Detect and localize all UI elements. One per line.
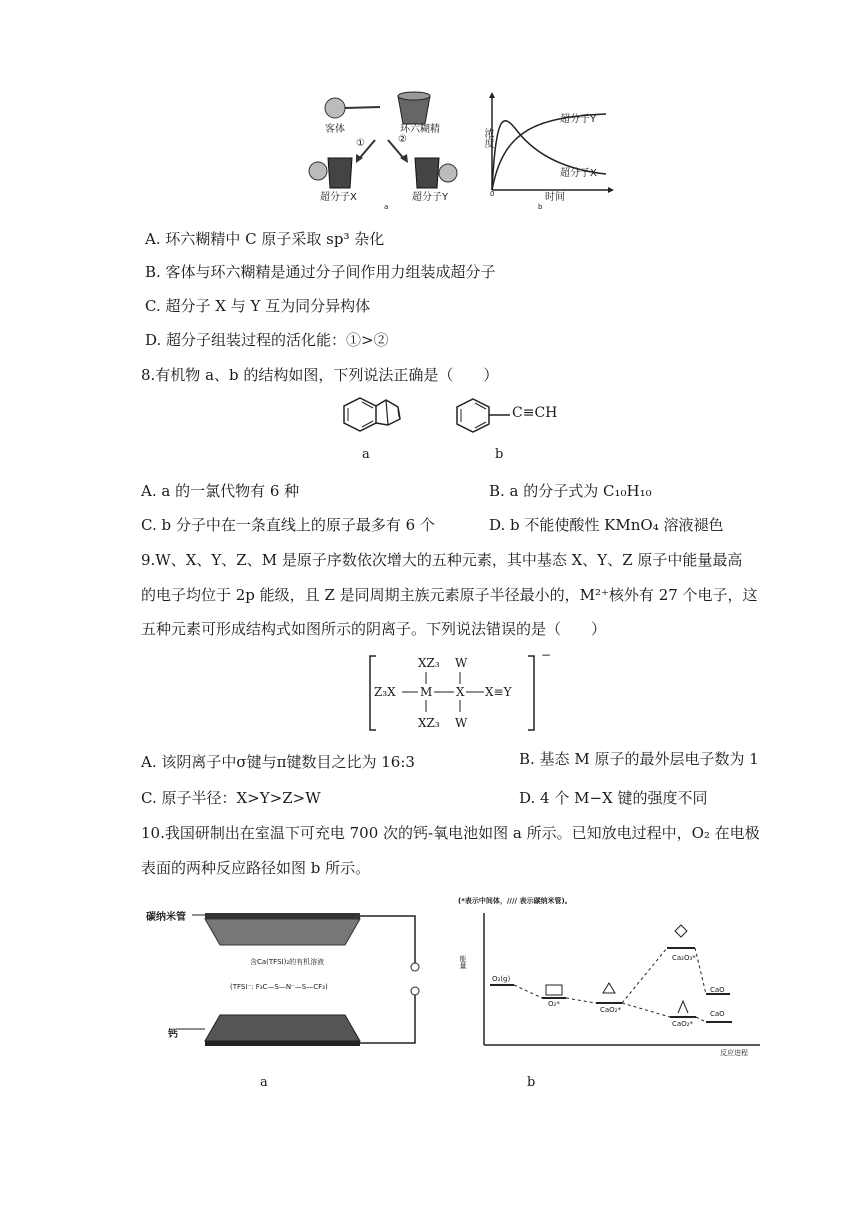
q8-option-c: C. b 分子中在一条直线上的原子最多有 6 个: [141, 516, 435, 534]
supramolecule-y: [415, 158, 439, 188]
q8-option-b: B. a 的分子式为 C₁₀H₁₀: [489, 482, 652, 500]
q8-structures: [340, 393, 600, 438]
q9-option-d: D. 4 个 M−X 键的强度不同: [519, 789, 708, 807]
plot-ylabel: 浓度: [482, 128, 493, 148]
anion-left-z3x: Z₃X: [374, 685, 396, 699]
anion-xz3-bottom: XZ₃: [418, 716, 440, 730]
plot-origin: 0: [490, 190, 495, 198]
species-o2star: O₂*: [548, 1000, 560, 1008]
host-label: 环六糊精: [400, 124, 440, 135]
guest-head: [325, 98, 345, 118]
q9-stem-line-2: 的电子均位于 2p 能级，且 Z 是同周期主族元素原子半径最小的，M²⁺核外有 27 个电子，这: [141, 586, 758, 604]
anion-charge: −: [541, 648, 552, 662]
q8-stem: 8.有机物 a、b 的结构如图，下列说法正确是（ ）: [141, 366, 499, 384]
fig-a-caption: a: [384, 203, 389, 211]
battery-diagram: [140, 905, 430, 1050]
energy-ylabel: 能量: [459, 955, 467, 969]
intermediate-icon-1: [546, 985, 562, 995]
wire-top: [360, 916, 415, 963]
q7-option-a: A. 环六糊精中 C 原子采取 sp³ 杂化: [145, 230, 385, 248]
super-y-label: 超分子Y: [412, 192, 449, 203]
q8-option-d: D. b 不能使酸性 KMnO₄ 溶液褪色: [489, 516, 724, 534]
ca-electrode: [205, 1041, 360, 1046]
cnt-label: 碳纳米管: [146, 912, 186, 923]
guest-tail: [345, 107, 380, 108]
q8-b-group: C≡CH: [512, 405, 558, 421]
concentration-plot: [478, 92, 618, 202]
electrolyte-label: 含Ca(TFSI)₂的有机溶液: [250, 958, 325, 966]
fig10-a-caption: a: [260, 1075, 268, 1090]
intermediate-icon-4: [678, 1001, 688, 1013]
molecule-a: [344, 398, 376, 431]
intermediate-icon-2: [603, 983, 615, 993]
energy-xlabel: 反应进程: [720, 1049, 748, 1057]
ca-layer: [205, 1015, 360, 1041]
supramolecule-x: [328, 158, 352, 188]
curve-y-label: 超分子Y: [560, 114, 597, 125]
q9-option-a: A. 该阴离子中σ键与π键数目之比为 16:3: [141, 753, 415, 771]
species-ca2o3: Ca₂O₃*: [672, 954, 696, 962]
anion-w-top: W: [455, 656, 468, 670]
q9-stem-line-1: 9.W、X、Y、Z、M 是原子序数依次增大的五种元素，其中基态 X、Y、Z 原子中能量最高: [141, 551, 743, 569]
q9-option-b: B. 基态 M 原子的最外层电子数为 1: [519, 750, 759, 768]
fig10-b-caption: b: [527, 1075, 536, 1090]
anion-w-bottom: W: [455, 716, 468, 730]
anion-m: M: [420, 685, 433, 699]
q7-option-b: B. 客体与环六糊精是通过分子间作用力组装成超分子: [145, 263, 496, 281]
anion-xz3-top: XZ₃: [418, 656, 440, 670]
tfsi-formula: (TFSI⁻: F₃C—S—N⁻—S—CF₃): [230, 983, 328, 991]
step1-label: ①: [356, 138, 365, 149]
energy-profile: [470, 905, 770, 1055]
guest-label: 客体: [325, 124, 345, 135]
q7-option-d: D. 超分子组装过程的活化能：①>②: [145, 331, 389, 349]
step2-label: ②: [398, 134, 407, 145]
intermediate-icon-3: [675, 925, 687, 937]
species-cao2-2: CaO₂*: [672, 1020, 693, 1028]
cnt-electrode: [205, 913, 360, 919]
ca-label: 钙: [168, 1029, 178, 1040]
cnt-layer: [205, 919, 360, 945]
wire-bottom: [360, 995, 415, 1043]
energy-legend: (*表示中间体，//// 表示碳纳米管)。: [458, 897, 572, 905]
fig-b-caption: b: [538, 203, 543, 211]
anion-xy: X≡Y: [485, 685, 512, 699]
q8-label-b: b: [495, 447, 504, 462]
bracket-right: [528, 656, 534, 730]
q8-label-a: a: [362, 447, 370, 462]
species-cao-2: CaO: [710, 1010, 725, 1018]
species-cao2-1: CaO₂*: [600, 1006, 621, 1014]
species-cao-1: CaO: [710, 986, 725, 994]
q7-option-c: C. 超分子 X 与 Y 互为同分异构体: [145, 297, 371, 315]
species-o2g: O₂(g): [492, 975, 511, 983]
curve-super-x: [492, 121, 606, 190]
curve-x-label: 超分子X: [560, 168, 597, 179]
plot-xlabel: 时间: [545, 192, 565, 203]
q10-stem-line-2: 表面的两种反应路径如图 b 所示。: [141, 859, 371, 877]
q9-stem-line-3: 五种元素可形成结构式如图所示的阴离子。下列说法错误的是（ ）: [141, 620, 607, 638]
super-x-label: 超分子X: [320, 192, 357, 203]
q10-stem-line-1: 10.我国研制出在室温下可充电 700 次的钙-氧电池如图 a 所示。已知放电过程中，O₂ 在电极: [141, 824, 760, 842]
molecule-b: [457, 399, 489, 432]
q8-option-a: A. a 的一氯代物有 6 种: [141, 482, 300, 500]
q9-option-c: C. 原子半径：X>Y>Z>W: [141, 789, 321, 807]
anion-x: X: [456, 685, 465, 699]
